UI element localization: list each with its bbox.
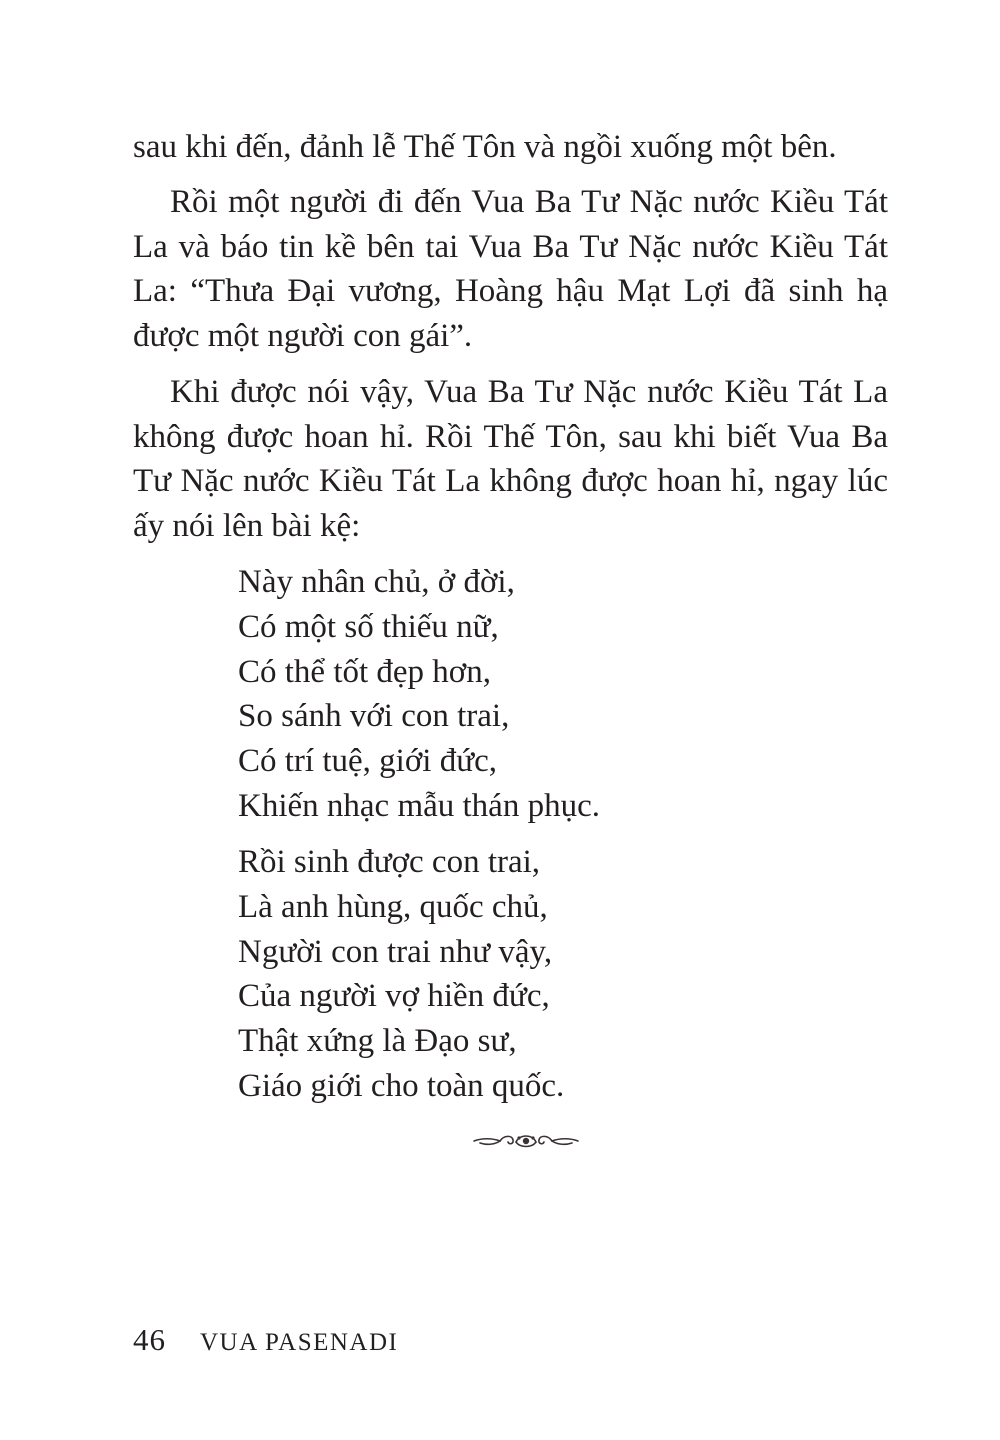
flourish-divider-icon (470, 1126, 582, 1156)
verse-stanza-1 (238, 560, 878, 829)
verse-line: Là anh hùng, quốc chủ, (238, 888, 548, 925)
verse-line: Khiến nhạc mẫu thán phục. (238, 787, 600, 824)
verse-line: Giáo giới cho toàn quốc. (238, 1067, 565, 1104)
verse-line: Của người vợ hiền đức, (238, 978, 550, 1015)
verse-line: Có trí tuệ, giới đức, (238, 743, 497, 780)
paragraph-2: Rồi một người đi đến Vua Ba Tư Nặc nước Kiều Tát La và báo tin kề bên tai Vua Ba Tư Nặc nước Kiều Tát La: “Thưa Đại vương, Hoàng hậu Mạt Lợi đã sinh hạ được một người con gái”. (133, 184, 888, 354)
paragraph-1: sau khi đến, đảnh lễ Thế Tôn và ngồi xuống một bên. (133, 129, 837, 165)
verse-line: So sánh với con trai, (238, 698, 510, 735)
page-footer (133, 1322, 398, 1366)
verse-line: Có một số thiếu nữ, (238, 608, 499, 645)
page-number: 46 (133, 1322, 166, 1357)
verse-line: Rồi sinh được con trai, (238, 844, 541, 880)
paragraph-3: Khi được nói vậy, Vua Ba Tư Nặc nước Kiều Tát La không được hoan hỉ. Rồi Thế Tôn, sau khi biết Vua Ba Tư Nặc nước Kiều Tát La không được hoan hỉ, ngay lúc ấy nói lên bài kệ: (133, 374, 888, 544)
verse-line: Người con trai như vậy, (238, 933, 553, 970)
verse-stanza-2 (238, 840, 878, 1109)
verse-line: Có thể tốt đẹp hơn, (238, 653, 492, 690)
running-title: VUA PASENADI (200, 1329, 399, 1356)
verse-line: Này nhân chủ, ở đời, (238, 564, 515, 600)
verse-line: Thật xứng là Đạo sư, (238, 1023, 517, 1060)
